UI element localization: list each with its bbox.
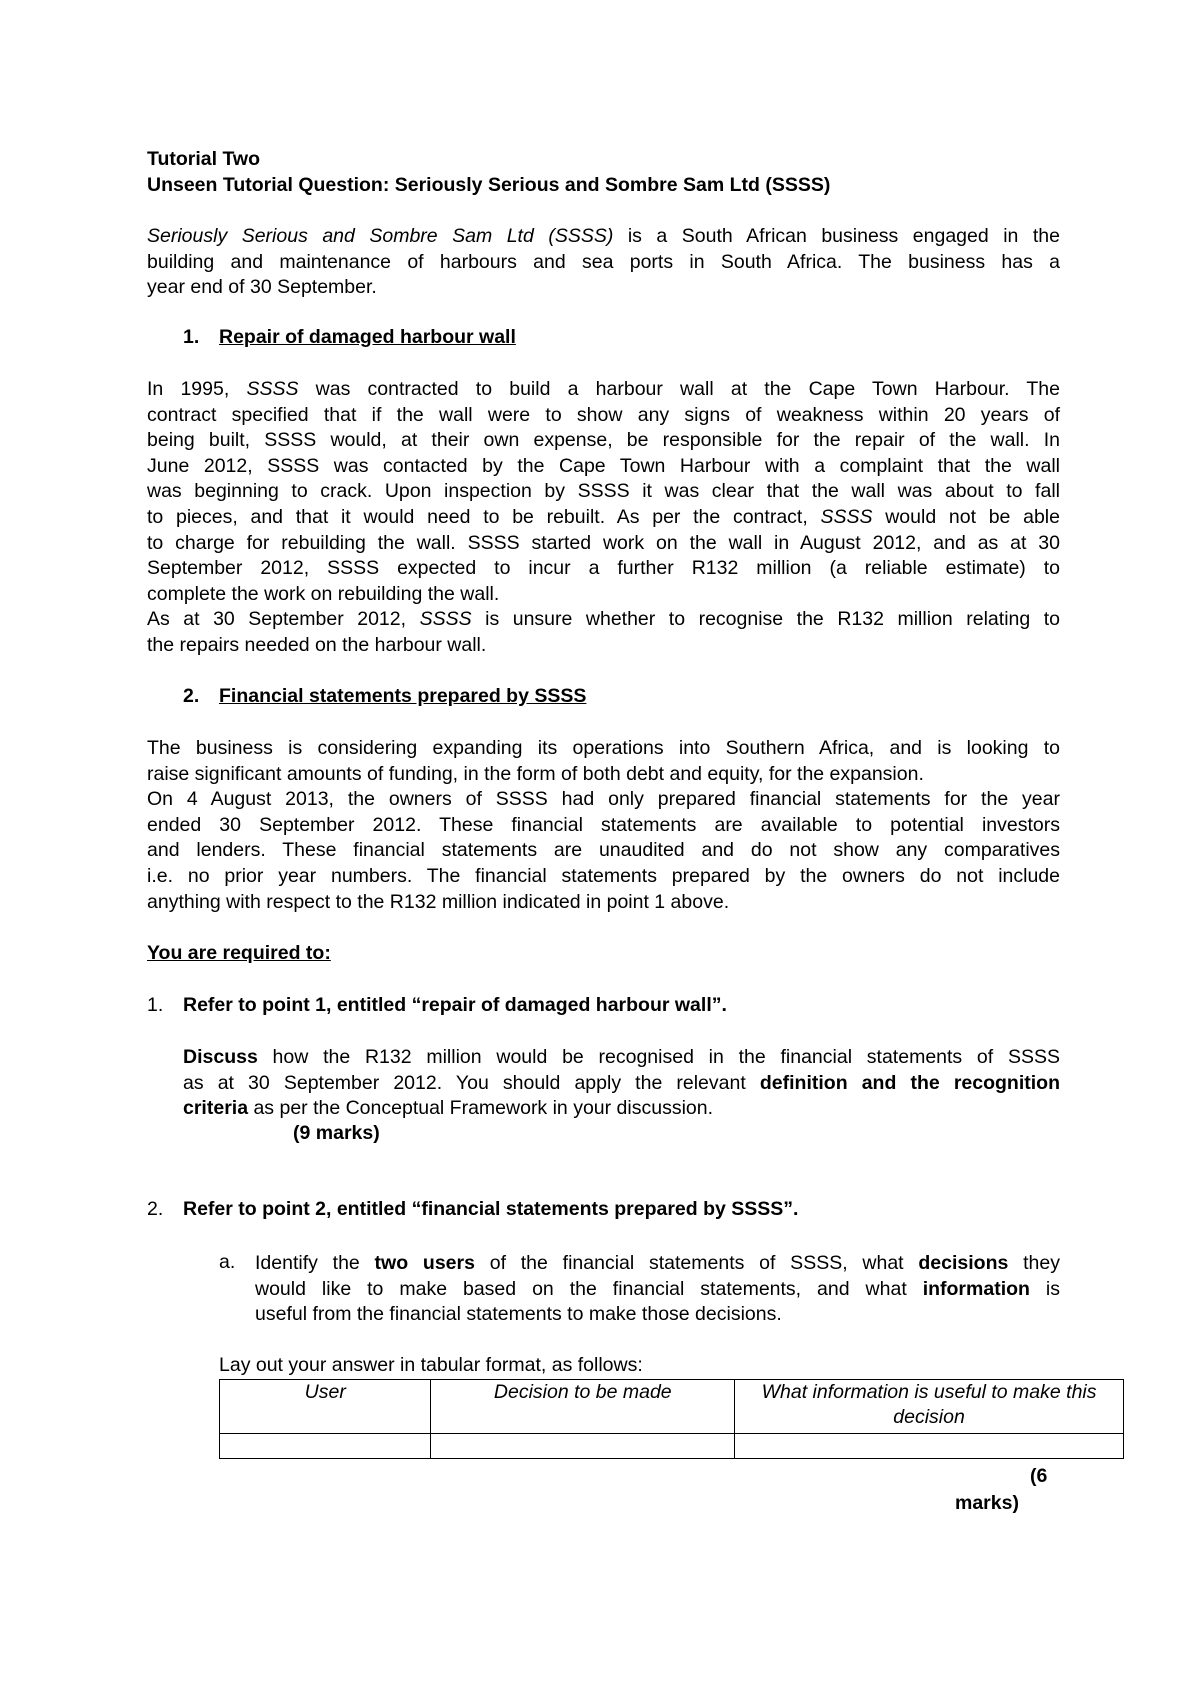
s1-line-11: the repairs needed on the harbour wall. [147,633,487,656]
intro-paragraph [147,224,1060,301]
s1-text: is unsure whether to recognise the R132 million relating to [471,608,1061,631]
question-2-marks-line-1: (6 [1030,1465,1048,1487]
answer-table [219,1379,1124,1459]
section-1-heading: Repair of damaged harbour wall [219,326,516,348]
q1-text: as per the Conceptual Framework in your discussion. [248,1097,714,1120]
table-header-row [220,1380,1124,1434]
s1-line-6 [147,505,1060,531]
s2-line-2: raise significant amounts of funding, in the form of both debt and equity, for the expansion. [147,762,924,785]
table-header-user: User [220,1380,431,1434]
q2a-bold: two users [374,1252,475,1274]
question-2-heading: Refer to point 2, entitled “financial statements prepared by SSSS”. [183,1198,799,1220]
q2a-bold: decisions [918,1252,1009,1274]
q1-bold: Discuss [183,1046,258,1068]
question-2a-label: a. [219,1251,236,1273]
s2-line-3: On 4 August 2013, the owners of SSSS had only prepared financial statements for the year [147,788,1060,811]
s2-line-5: and lenders. These financial statements are unaudited and do not show any comparatives [147,839,1060,862]
s1-line-3: being built, SSSS would, at their own expense, be responsible for the repair of the wall. In [147,429,1060,452]
s1-line-5: was beginning to crack. Upon inspection by SSSS it was clear that the wall was about to fall [147,480,1060,503]
s1-italic: SSSS [246,378,299,400]
intro-text: is a South African business engaged in the [613,225,1060,247]
s1-text: would not be able [872,505,1060,528]
section-2-number: 2. [183,685,200,707]
question-1-marks: (9 marks) [293,1122,380,1144]
s2-line-4: ended 30 September 2012. These financial statements are available to potential investors [147,813,1060,836]
q1-line-2 [183,1071,1060,1097]
s1-line-8: September 2012, SSSS expected to incur a further R132 million (a reliable estimate) to [147,557,1060,580]
s1-line-2: contract specified that if the wall were to show any signs of weakness within 20 years of [147,403,1060,426]
q1-text: as at 30 September 2012. You should apply the relevant [183,1071,760,1094]
table-cell[interactable] [431,1434,735,1459]
s1-italic: SSSS [419,608,472,631]
page-title: Tutorial Two [147,148,261,170]
q1-line-3 [183,1096,1060,1122]
q2a-line-2 [255,1277,1060,1303]
table-row [220,1434,1124,1459]
table-layout-note: Lay out your answer in tabular format, as follows: [219,1354,643,1376]
question-2-number: 2. [147,1198,164,1220]
question-2a-text [255,1251,1060,1328]
q2a-text: would like to make based on the financial statements, and what [255,1277,923,1300]
table-cell[interactable] [220,1434,431,1459]
s1-line-7: to charge for rebuilding the wall. SSSS started work on the wall in August 2012, and as at 30 [147,531,1060,554]
table-header-decision: Decision to be made [431,1380,735,1434]
q1-text: how the R132 million would be recognised in the financial statements of SSSS [257,1046,1060,1068]
q1-line-1 [183,1045,1060,1071]
s1-italic: SSSS [820,505,873,528]
s1-line-1 [147,377,1060,403]
section-2-heading: Financial statements prepared by SSSS [219,685,587,707]
q1-bold: definition and the recognition [759,1071,1060,1094]
s2-line-6: i.e. no prior year numbers. The financial statements prepared by the owners do not include [147,864,1060,887]
s1-line-4: June 2012, SSSS was contacted by the Cape Town Harbour with a complaint that the wall [147,454,1060,477]
intro-line-1 [147,224,1060,250]
q2a-text: is [1029,1277,1060,1300]
s1-line-10 [147,607,1060,633]
s1-text: As at 30 September 2012, [147,608,420,631]
question-1-number: 1. [147,994,164,1016]
s1-text: In 1995, [147,378,247,400]
s2-line-1: The business is considering expanding its operations into Southern Africa, and is looking to [147,737,1060,759]
section-1-number: 1. [183,326,200,348]
company-name: Seriously Serious and Sombre Sam Ltd (SSSS) [147,225,614,247]
q2a-line-1 [255,1251,1060,1277]
s1-text: was contracted to build a harbour wall at the Cape Town Harbour. The [298,378,1060,400]
s1-line-9: complete the work on rebuilding the wall. [147,582,500,605]
s2-line-7: anything with respect to the R132 million indicated in point 1 above. [147,890,730,913]
s1-text: to pieces, and that it would need to be rebuilt. As per the contract, [147,505,821,528]
question-2-marks-line-2: marks) [955,1492,1019,1514]
table-cell[interactable] [735,1434,1124,1459]
section-1-paragraph [147,377,1060,659]
q2a-text: of the financial statements of SSSS, what [474,1252,919,1274]
table-header-information: What information is useful to make this decision [735,1380,1124,1434]
question-1-heading: Refer to point 1, entitled “repair of damaged harbour wall”. [183,994,727,1016]
q2a-line-3: useful from the financial statements to make those decisions. [255,1303,782,1326]
q2a-text: they [1008,1252,1060,1274]
section-2-paragraph [147,736,1060,915]
page-subtitle: Unseen Tutorial Question: Seriously Serious and Sombre Sam Ltd (SSSS) [147,174,831,196]
required-heading: You are required to: [147,942,331,964]
q2a-text: Identify the [255,1252,375,1274]
q1-bold: criteria [183,1097,249,1120]
intro-line-3: year end of 30 September. [147,276,377,299]
q2a-bold: information [922,1277,1030,1300]
intro-line-2: building and maintenance of harbours and sea ports in South Africa. The business has a [147,250,1060,273]
question-1-text [183,1045,1060,1122]
